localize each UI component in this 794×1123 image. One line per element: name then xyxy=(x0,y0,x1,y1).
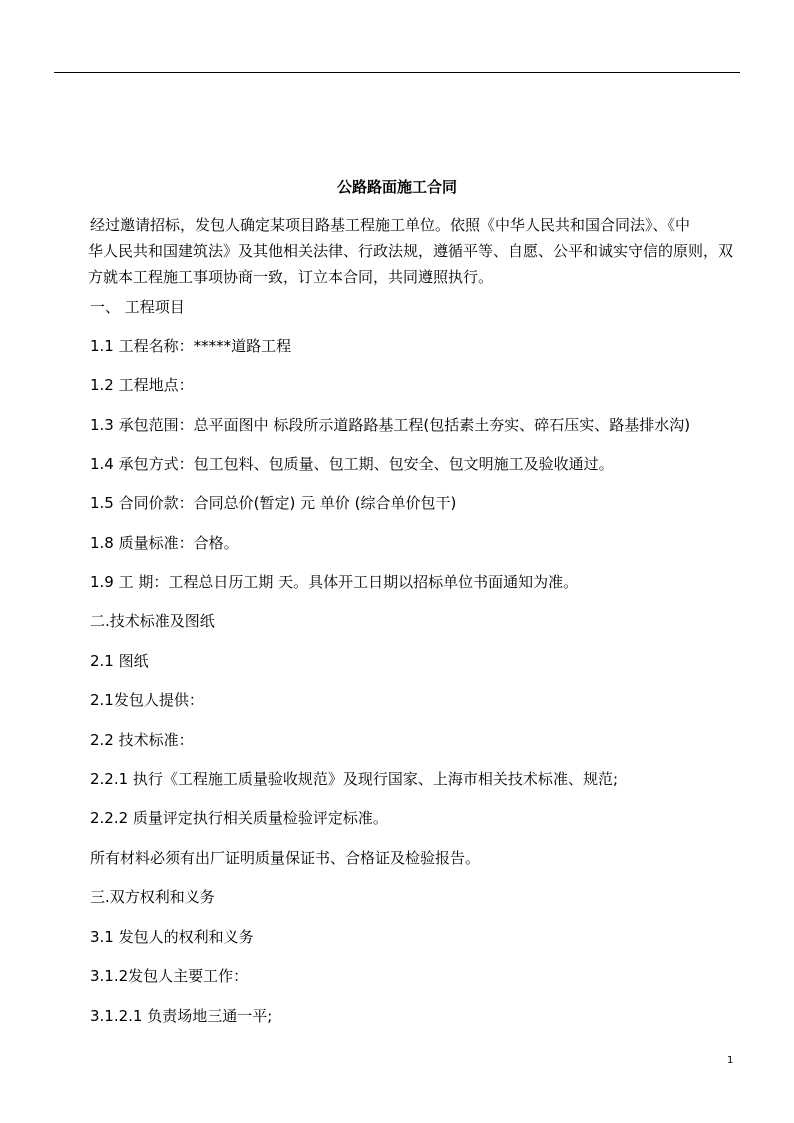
page-number: 1 xyxy=(727,1055,734,1066)
clause-2-1-provider: 2.1发包人提供： xyxy=(90,691,204,709)
intro-line-2: 华人民共和国建筑法》及其他相关法律、行政法规，遵循平等、自愿、公平和诚实守信的原则，双 xyxy=(88,242,734,260)
clause-3-1-2-1: 3.1.2.1 负责场地三通一平; xyxy=(90,1007,273,1025)
intro-paragraph xyxy=(90,212,750,290)
section-heading-1: 一、 工程项目 xyxy=(90,298,185,316)
clause-1-9: 1.9 工 期：工程总日历工期 天。具体开工日期以招标单位书面通知为准。 xyxy=(90,573,579,591)
document-title: 公路路面施工合同 xyxy=(336,178,457,196)
clause-1-8: 1.8 质量标准：合格。 xyxy=(90,534,239,552)
clause-1-3: 1.3 承包范围：总平面图中 标段所示道路路基工程(包括素土夯实、碎石压实、路基排水沟) xyxy=(90,416,691,434)
clause-1-4: 1.4 承包方式：包工包料、包质量、包工期、包安全、包文明施工及验收通过。 xyxy=(90,455,614,473)
clause-2-2: 2.2 技术标准： xyxy=(90,731,194,749)
clause-3-1-2: 3.1.2发包人主要工作： xyxy=(90,967,249,985)
intro-line-1: 经过邀请招标，发包人确定某项目路基工程施工单位。依照《中华人民共和国合同法》、《中 xyxy=(90,216,691,234)
materials-note: 所有材料必须有出厂证明质量保证书、合格证及检验报告。 xyxy=(90,849,481,867)
clause-1-5: 1.5 合同价款：合同总价(暂定) 元 单价 (综合单价包干) xyxy=(90,494,457,512)
clause-1-1: 1.1 工程名称：*****道路工程 xyxy=(90,337,292,355)
clause-2-2-1: 2.2.1 执行《工程施工质量验收规范》及现行国家、上海市相关技术标准、规范; xyxy=(90,770,618,788)
clause-2-2-2: 2.2.2 质量评定执行相关质量检验评定标准。 xyxy=(90,809,388,827)
header-rule xyxy=(54,72,740,73)
clause-3-1: 3.1 发包人的权利和义务 xyxy=(90,928,254,946)
clause-1-2: 1.2 工程地点： xyxy=(90,376,194,394)
intro-line-3: 方就本工程施工事项协商一致，订立本合同，共同遵照执行。 xyxy=(88,268,494,286)
section-heading-2: 二.技术标准及图纸 xyxy=(90,612,215,630)
clause-2-1: 2.1 图纸 xyxy=(90,652,149,670)
section-heading-3: 三.双方权利和义务 xyxy=(90,888,215,906)
